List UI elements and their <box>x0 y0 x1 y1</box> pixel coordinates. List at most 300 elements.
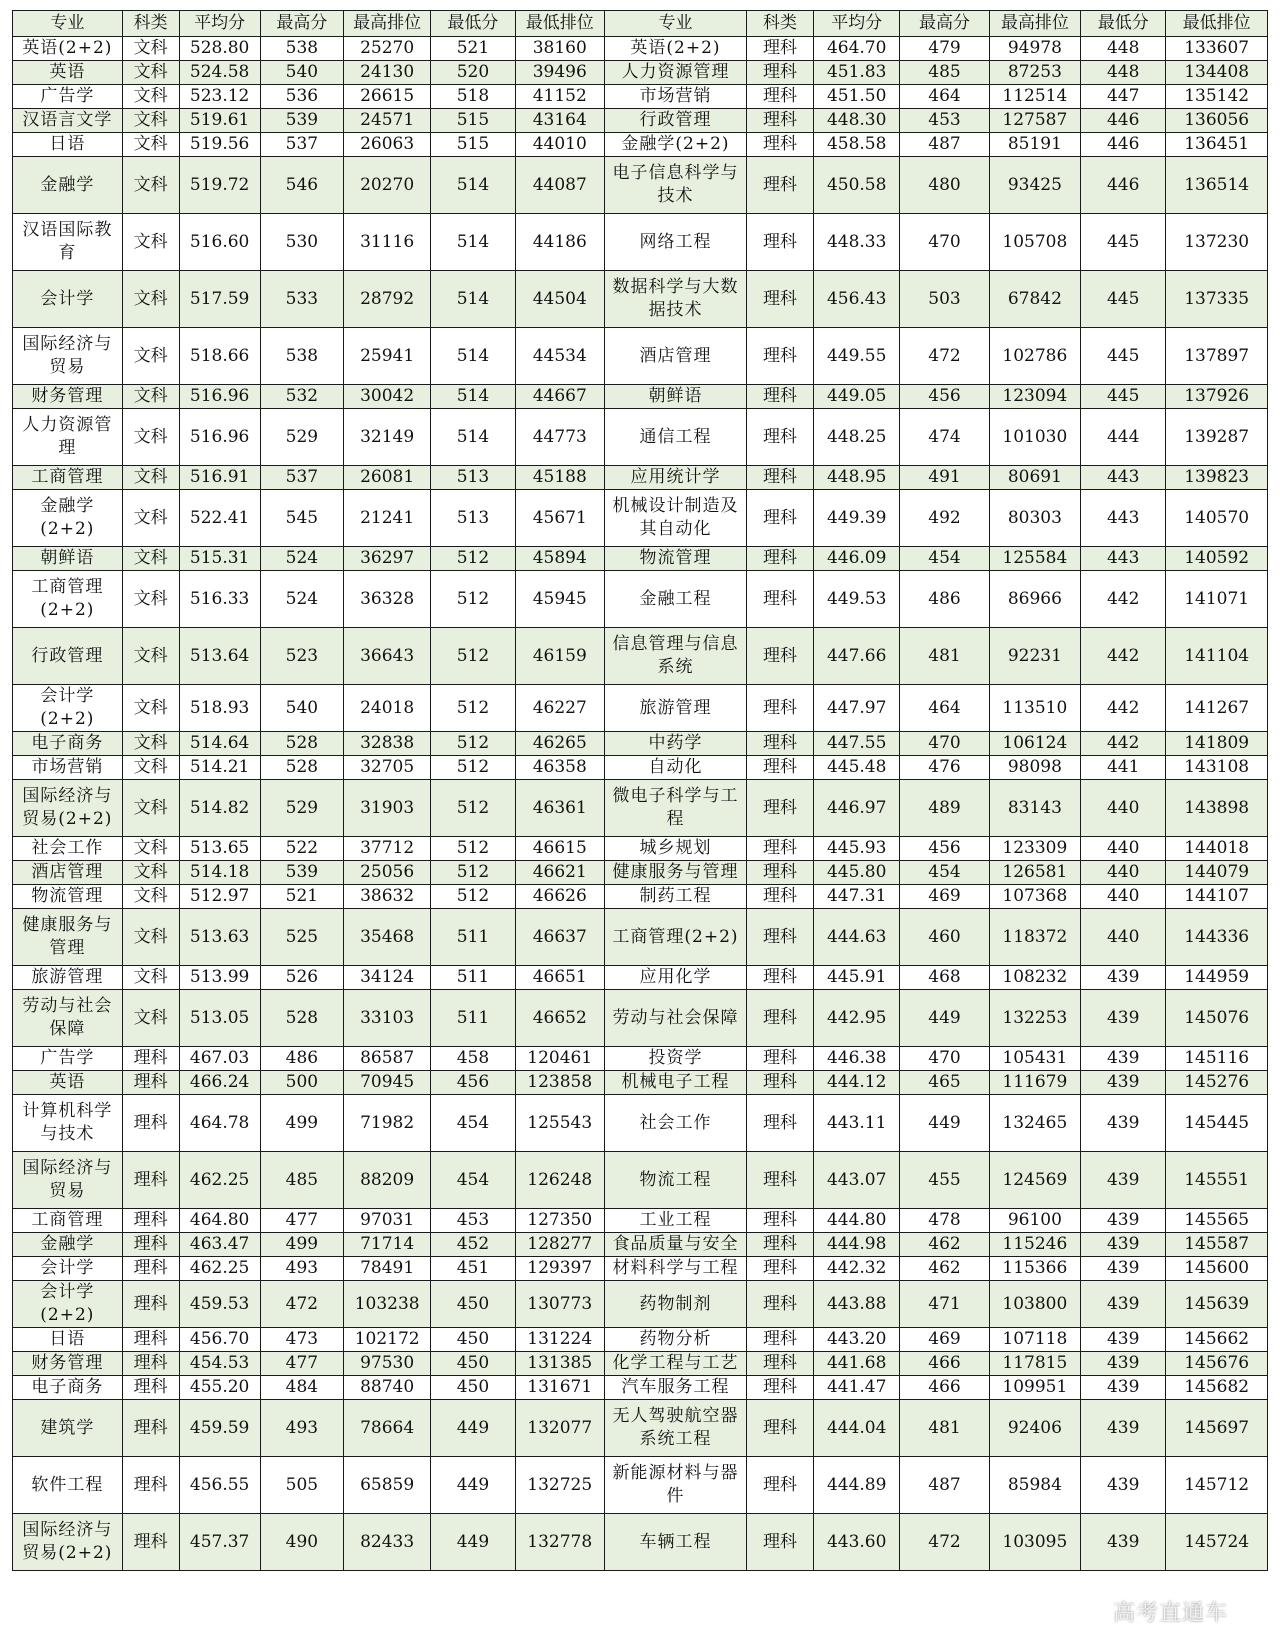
table-cell: 97530 <box>343 1352 430 1376</box>
table-cell: 512 <box>431 628 515 685</box>
table-cell: 109951 <box>989 1376 1080 1400</box>
table-cell: 137335 <box>1166 271 1268 328</box>
table-cell: 521 <box>431 37 515 61</box>
table-cell: 145724 <box>1166 1514 1268 1571</box>
table-cell: 445.91 <box>814 966 900 990</box>
table-row <box>13 547 1268 571</box>
table-row <box>13 732 1268 756</box>
table-cell: 理科 <box>747 780 814 837</box>
table-cell: 理科 <box>747 966 814 990</box>
table-cell: 25941 <box>343 328 430 385</box>
table-cell: 145639 <box>1166 1281 1268 1328</box>
major-name-cell: 车辆工程 <box>604 1514 746 1571</box>
table-cell: 512 <box>431 861 515 885</box>
table-cell: 113510 <box>989 685 1080 732</box>
table-cell: 443.60 <box>814 1514 900 1571</box>
table-cell: 490 <box>260 1514 343 1571</box>
table-cell: 144018 <box>1166 837 1268 861</box>
table-cell: 440 <box>1081 837 1166 861</box>
table-cell: 470 <box>900 1047 989 1071</box>
table-cell: 464 <box>900 85 989 109</box>
table-cell: 466 <box>900 1352 989 1376</box>
table-cell: 448.25 <box>814 409 900 466</box>
score-table-container <box>12 10 1268 1571</box>
table-cell: 459.53 <box>179 1281 260 1328</box>
table-cell: 474 <box>900 409 989 466</box>
table-cell: 143898 <box>1166 780 1268 837</box>
table-cell: 462 <box>900 1257 989 1281</box>
table-cell: 446.38 <box>814 1047 900 1071</box>
table-body <box>13 37 1268 1571</box>
table-cell: 46651 <box>515 966 604 990</box>
table-cell: 447.31 <box>814 885 900 909</box>
table-cell: 39496 <box>515 61 604 85</box>
table-cell: 80303 <box>989 490 1080 547</box>
table-cell: 45188 <box>515 466 604 490</box>
major-name-cell: 物流管理 <box>13 885 123 909</box>
table-cell: 444.89 <box>814 1457 900 1514</box>
table-cell: 493 <box>260 1400 343 1457</box>
table-cell: 理科 <box>122 1257 179 1281</box>
table-row <box>13 214 1268 271</box>
table-cell: 文科 <box>122 756 179 780</box>
major-name-cell: 药物分析 <box>604 1328 746 1352</box>
table-cell: 144107 <box>1166 885 1268 909</box>
table-cell: 473 <box>260 1328 343 1352</box>
table-cell: 46615 <box>515 837 604 861</box>
table-cell: 文科 <box>122 61 179 85</box>
table-cell: 理科 <box>747 547 814 571</box>
table-cell: 46626 <box>515 885 604 909</box>
table-cell: 106124 <box>989 732 1080 756</box>
table-cell: 理科 <box>122 1352 179 1376</box>
table-cell: 514 <box>431 385 515 409</box>
table-cell: 理科 <box>747 85 814 109</box>
table-cell: 144336 <box>1166 909 1268 966</box>
table-cell: 38160 <box>515 37 604 61</box>
table-cell: 文科 <box>122 628 179 685</box>
table-cell: 445.48 <box>814 756 900 780</box>
table-cell: 462.25 <box>179 1152 260 1209</box>
major-name-cell: 会计学(2+2) <box>13 685 123 732</box>
table-cell: 132778 <box>515 1514 604 1571</box>
table-cell: 469 <box>900 1328 989 1352</box>
table-cell: 513 <box>431 466 515 490</box>
table-cell: 439 <box>1081 1047 1166 1071</box>
major-name-cell: 会计学 <box>13 271 123 328</box>
table-cell: 511 <box>431 990 515 1047</box>
major-name-cell: 劳动与社会保障 <box>604 990 746 1047</box>
table-cell: 511 <box>431 909 515 966</box>
table-cell: 80691 <box>989 466 1080 490</box>
table-cell: 454 <box>431 1152 515 1209</box>
major-name-cell: 国际经济与贸易(2+2) <box>13 1514 123 1571</box>
table-cell: 481 <box>900 628 989 685</box>
table-cell: 134408 <box>1166 61 1268 85</box>
table-cell: 513.99 <box>179 966 260 990</box>
table-cell: 理科 <box>747 466 814 490</box>
table-cell: 521 <box>260 885 343 909</box>
table-cell: 456.70 <box>179 1328 260 1352</box>
table-cell: 文科 <box>122 909 179 966</box>
table-cell: 451.83 <box>814 61 900 85</box>
major-name-cell: 工商管理 <box>13 1209 123 1233</box>
table-cell: 451 <box>431 1257 515 1281</box>
table-cell: 44773 <box>515 409 604 466</box>
table-cell: 448.33 <box>814 214 900 271</box>
table-cell: 46652 <box>515 990 604 1047</box>
table-cell: 530 <box>260 214 343 271</box>
table-cell: 理科 <box>747 1257 814 1281</box>
table-cell: 516.96 <box>179 385 260 409</box>
table-cell: 101030 <box>989 409 1080 466</box>
table-cell: 450 <box>431 1328 515 1352</box>
table-cell: 503 <box>900 271 989 328</box>
column-header: 专业 <box>604 11 746 37</box>
major-name-cell: 广告学 <box>13 1047 123 1071</box>
table-row <box>13 409 1268 466</box>
table-cell: 444.80 <box>814 1209 900 1233</box>
table-cell: 513.64 <box>179 628 260 685</box>
table-cell: 477 <box>260 1209 343 1233</box>
table-cell: 理科 <box>747 490 814 547</box>
table-cell: 26063 <box>343 133 430 157</box>
table-row <box>13 756 1268 780</box>
table-cell: 443 <box>1081 466 1166 490</box>
table-row <box>13 1095 1268 1152</box>
table-cell: 117815 <box>989 1352 1080 1376</box>
major-name-cell: 英语(2+2) <box>13 37 123 61</box>
table-cell: 446 <box>1081 109 1166 133</box>
table-cell: 93425 <box>989 157 1080 214</box>
table-cell: 102786 <box>989 328 1080 385</box>
table-cell: 145445 <box>1166 1095 1268 1152</box>
table-cell: 145587 <box>1166 1233 1268 1257</box>
table-cell: 理科 <box>122 1400 179 1457</box>
table-cell: 518.66 <box>179 328 260 385</box>
table-cell: 464.70 <box>814 37 900 61</box>
table-cell: 理科 <box>747 1352 814 1376</box>
table-row <box>13 109 1268 133</box>
table-cell: 131671 <box>515 1376 604 1400</box>
table-cell: 524 <box>260 547 343 571</box>
table-cell: 理科 <box>747 157 814 214</box>
table-cell: 456 <box>431 1071 515 1095</box>
major-name-cell: 健康服务与管理 <box>604 861 746 885</box>
table-cell: 45945 <box>515 571 604 628</box>
major-name-cell: 金融学 <box>13 157 123 214</box>
table-cell: 487 <box>900 133 989 157</box>
table-cell: 31903 <box>343 780 430 837</box>
major-name-cell: 行政管理 <box>13 628 123 685</box>
table-cell: 文科 <box>122 385 179 409</box>
major-name-cell: 制药工程 <box>604 885 746 909</box>
table-cell: 485 <box>900 61 989 85</box>
table-cell: 449 <box>431 1457 515 1514</box>
table-cell: 517.59 <box>179 271 260 328</box>
major-name-cell: 英语 <box>13 61 123 85</box>
major-name-cell: 人力资源管理 <box>13 409 123 466</box>
table-cell: 102172 <box>343 1328 430 1352</box>
table-cell: 文科 <box>122 214 179 271</box>
major-name-cell: 国际经济与贸易(2+2) <box>13 780 123 837</box>
major-name-cell: 市场营销 <box>13 756 123 780</box>
table-cell: 444 <box>1081 409 1166 466</box>
table-cell: 528 <box>260 756 343 780</box>
table-cell: 459.59 <box>179 1400 260 1457</box>
table-cell: 97031 <box>343 1209 430 1233</box>
table-cell: 理科 <box>747 385 814 409</box>
table-cell: 453 <box>900 109 989 133</box>
table-cell: 理科 <box>747 1047 814 1071</box>
table-row <box>13 61 1268 85</box>
table-cell: 491 <box>900 466 989 490</box>
table-cell: 448.95 <box>814 466 900 490</box>
major-name-cell: 广告学 <box>13 85 123 109</box>
table-cell: 439 <box>1081 1095 1166 1152</box>
table-cell: 537 <box>260 133 343 157</box>
table-cell: 514.18 <box>179 861 260 885</box>
table-cell: 439 <box>1081 1376 1166 1400</box>
table-cell: 文科 <box>122 85 179 109</box>
table-cell: 82433 <box>343 1514 430 1571</box>
table-cell: 107118 <box>989 1328 1080 1352</box>
table-row <box>13 490 1268 547</box>
table-cell: 529 <box>260 780 343 837</box>
column-header: 科类 <box>122 11 179 37</box>
major-name-cell: 信息管理与信息系统 <box>604 628 746 685</box>
table-cell: 理科 <box>747 61 814 85</box>
table-row <box>13 133 1268 157</box>
table-cell: 519.56 <box>179 133 260 157</box>
table-cell: 文科 <box>122 37 179 61</box>
table-cell: 28792 <box>343 271 430 328</box>
table-cell: 522.41 <box>179 490 260 547</box>
table-cell: 454 <box>900 547 989 571</box>
table-cell: 文科 <box>122 109 179 133</box>
major-name-cell: 金融学(2+2) <box>604 133 746 157</box>
table-cell: 446.09 <box>814 547 900 571</box>
table-cell: 522 <box>260 837 343 861</box>
table-cell: 512 <box>431 780 515 837</box>
table-cell: 139823 <box>1166 466 1268 490</box>
table-cell: 理科 <box>747 409 814 466</box>
table-cell: 126248 <box>515 1152 604 1209</box>
table-cell: 36643 <box>343 628 430 685</box>
table-cell: 105431 <box>989 1047 1080 1071</box>
table-cell: 文科 <box>122 685 179 732</box>
major-name-cell: 英语 <box>13 1071 123 1095</box>
table-cell: 467.03 <box>179 1047 260 1071</box>
table-cell: 492 <box>900 490 989 547</box>
column-header: 最高排位 <box>343 11 430 37</box>
table-cell: 464 <box>900 685 989 732</box>
table-cell: 458 <box>431 1047 515 1071</box>
table-cell: 512 <box>431 837 515 861</box>
table-cell: 理科 <box>747 214 814 271</box>
table-cell: 538 <box>260 37 343 61</box>
table-cell: 103238 <box>343 1281 430 1328</box>
table-cell: 32705 <box>343 756 430 780</box>
table-cell: 455.20 <box>179 1376 260 1400</box>
table-cell: 443.88 <box>814 1281 900 1328</box>
major-name-cell: 工商管理(2+2) <box>604 909 746 966</box>
table-cell: 465 <box>900 1071 989 1095</box>
table-cell: 512 <box>431 685 515 732</box>
table-cell: 499 <box>260 1095 343 1152</box>
table-cell: 466 <box>900 1376 989 1400</box>
table-cell: 145676 <box>1166 1352 1268 1376</box>
table-cell: 518.93 <box>179 685 260 732</box>
table-row <box>13 1257 1268 1281</box>
table-cell: 523.12 <box>179 85 260 109</box>
table-cell: 520 <box>431 61 515 85</box>
table-cell: 442 <box>1081 732 1166 756</box>
table-cell: 127587 <box>989 109 1080 133</box>
table-cell: 445 <box>1081 385 1166 409</box>
table-cell: 539 <box>260 109 343 133</box>
table-cell: 文科 <box>122 861 179 885</box>
major-name-cell: 微电子科学与工程 <box>604 780 746 837</box>
major-name-cell: 财务管理 <box>13 385 123 409</box>
table-cell: 480 <box>900 157 989 214</box>
table-cell: 文科 <box>122 780 179 837</box>
major-name-cell: 数据科学与大数据技术 <box>604 271 746 328</box>
table-cell: 444.63 <box>814 909 900 966</box>
table-cell: 443.07 <box>814 1152 900 1209</box>
major-name-cell: 人力资源管理 <box>604 61 746 85</box>
table-cell: 525 <box>260 909 343 966</box>
major-name-cell: 软件工程 <box>13 1457 123 1514</box>
table-cell: 理科 <box>747 1281 814 1328</box>
table-cell: 文科 <box>122 990 179 1047</box>
table-cell: 131385 <box>515 1352 604 1376</box>
table-cell: 456.43 <box>814 271 900 328</box>
table-cell: 67842 <box>989 271 1080 328</box>
table-cell: 文科 <box>122 466 179 490</box>
table-cell: 440 <box>1081 885 1166 909</box>
table-cell: 448.30 <box>814 109 900 133</box>
table-cell: 451.50 <box>814 85 900 109</box>
table-cell: 477 <box>260 1352 343 1376</box>
table-cell: 456 <box>900 837 989 861</box>
table-cell: 440 <box>1081 861 1166 885</box>
major-name-cell: 电子信息科学与技术 <box>604 157 746 214</box>
table-cell: 447 <box>1081 85 1166 109</box>
table-cell: 441.68 <box>814 1352 900 1376</box>
table-cell: 439 <box>1081 1352 1166 1376</box>
table-cell: 545 <box>260 490 343 547</box>
table-cell: 519.61 <box>179 109 260 133</box>
table-cell: 145697 <box>1166 1400 1268 1457</box>
table-cell: 78664 <box>343 1400 430 1457</box>
table-cell: 500 <box>260 1071 343 1095</box>
major-name-cell: 计算机科学与技术 <box>13 1095 123 1152</box>
table-cell: 理科 <box>747 756 814 780</box>
major-name-cell: 工商管理(2+2) <box>13 571 123 628</box>
table-cell: 理科 <box>747 909 814 966</box>
table-cell: 516.91 <box>179 466 260 490</box>
table-row <box>13 909 1268 966</box>
table-cell: 514 <box>431 409 515 466</box>
table-cell: 445 <box>1081 328 1166 385</box>
table-cell: 137230 <box>1166 214 1268 271</box>
table-row <box>13 1152 1268 1209</box>
major-name-cell: 旅游管理 <box>604 685 746 732</box>
table-cell: 145276 <box>1166 1071 1268 1095</box>
table-cell: 20270 <box>343 157 430 214</box>
major-name-cell: 自动化 <box>604 756 746 780</box>
table-cell: 38632 <box>343 885 430 909</box>
table-cell: 514.82 <box>179 780 260 837</box>
table-cell: 466.24 <box>179 1071 260 1095</box>
table-cell: 145682 <box>1166 1376 1268 1400</box>
table-cell: 132077 <box>515 1400 604 1457</box>
table-cell: 理科 <box>747 628 814 685</box>
table-cell: 457.37 <box>179 1514 260 1571</box>
table-cell: 511 <box>431 966 515 990</box>
major-name-cell: 旅游管理 <box>13 966 123 990</box>
table-row <box>13 1457 1268 1514</box>
major-name-cell: 市场营销 <box>604 85 746 109</box>
table-cell: 107368 <box>989 885 1080 909</box>
table-cell: 455 <box>900 1152 989 1209</box>
table-cell: 135142 <box>1166 85 1268 109</box>
table-cell: 462 <box>900 1233 989 1257</box>
table-cell: 46637 <box>515 909 604 966</box>
table-cell: 439 <box>1081 1257 1166 1281</box>
major-name-cell: 建筑学 <box>13 1400 123 1457</box>
table-cell: 115366 <box>989 1257 1080 1281</box>
table-cell: 136451 <box>1166 133 1268 157</box>
table-cell: 443.20 <box>814 1328 900 1352</box>
table-cell: 144959 <box>1166 966 1268 990</box>
table-cell: 144079 <box>1166 861 1268 885</box>
major-name-cell: 新能源材料与器件 <box>604 1457 746 1514</box>
major-name-cell: 健康服务与管理 <box>13 909 123 966</box>
table-cell: 514.64 <box>179 732 260 756</box>
table-cell: 44504 <box>515 271 604 328</box>
table-row <box>13 328 1268 385</box>
major-name-cell: 应用统计学 <box>604 466 746 490</box>
table-row <box>13 85 1268 109</box>
major-name-cell: 日语 <box>13 1328 123 1352</box>
table-cell: 文科 <box>122 271 179 328</box>
table-cell: 442 <box>1081 628 1166 685</box>
major-name-cell: 酒店管理 <box>604 328 746 385</box>
table-cell: 86587 <box>343 1047 430 1071</box>
table-cell: 456 <box>900 385 989 409</box>
table-cell: 533 <box>260 271 343 328</box>
table-cell: 462.25 <box>179 1257 260 1281</box>
table-cell: 499 <box>260 1233 343 1257</box>
table-cell: 450 <box>431 1281 515 1328</box>
table-cell: 145116 <box>1166 1047 1268 1071</box>
table-row <box>13 885 1268 909</box>
table-cell: 449.53 <box>814 571 900 628</box>
column-header: 最低排位 <box>515 11 604 37</box>
table-cell: 145551 <box>1166 1152 1268 1209</box>
table-cell: 43164 <box>515 109 604 133</box>
table-cell: 139287 <box>1166 409 1268 466</box>
table-cell: 514 <box>431 271 515 328</box>
table-cell: 理科 <box>747 109 814 133</box>
major-name-cell: 应用化学 <box>604 966 746 990</box>
table-cell: 445.93 <box>814 837 900 861</box>
major-name-cell: 食品质量与安全 <box>604 1233 746 1257</box>
major-name-cell: 电子商务 <box>13 1376 123 1400</box>
table-cell: 46227 <box>515 685 604 732</box>
